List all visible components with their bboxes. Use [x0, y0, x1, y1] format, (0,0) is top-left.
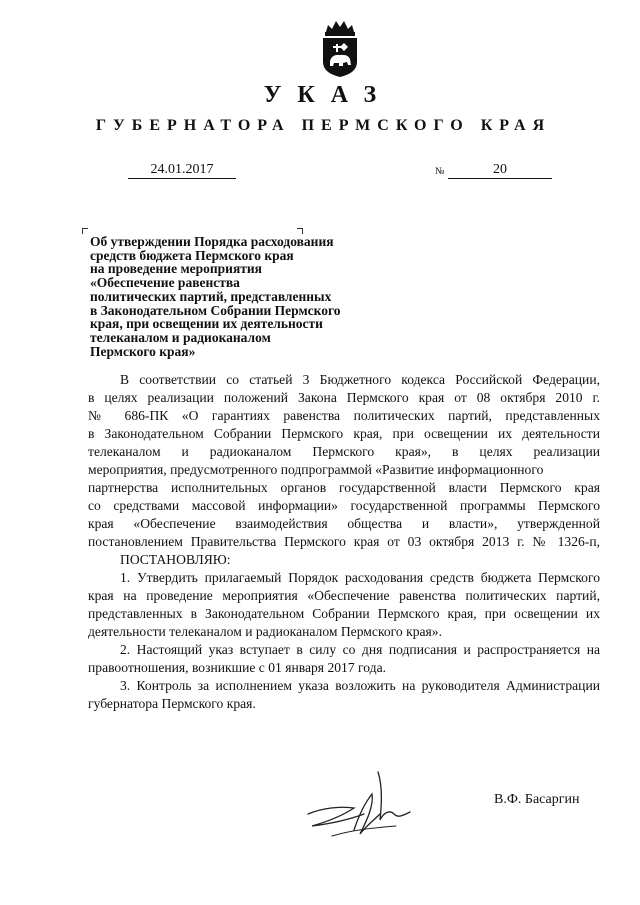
title-line: Об утверждении Порядка расходования	[90, 234, 334, 249]
handwritten-signature	[302, 768, 414, 846]
item-1: 1. Утвердить прилагаемый Порядок расходования средств бюджета Пермского края на проведение мероприятия «Обеспечение равенства политических партий, представленных в Законодательном Собрании Пермского края, при освещении их деятельности телеканалом и радиоканалом Пермского края».	[88, 570, 600, 639]
preamble-line: в целях реализации положений Закона Пермского края от 08 октября 2010 г.	[88, 390, 600, 405]
preamble-line: в Законодательном Собрании Пермского края, при освещении их деятельности	[88, 426, 600, 441]
title-line: средств бюджета Пермского края	[90, 247, 294, 263]
preamble-line: № 686-ПК «О гарантиях равенства политических партий, представленных	[88, 408, 600, 423]
preamble-line: партнерства исполнительных органов государственной власти Пермского края	[88, 480, 600, 495]
preamble-line: постановлением Правительства Пермского края от 03 октября 2013 г. № 1326-п,	[88, 534, 600, 549]
preamble-line: края «Обеспечение взаимодействия общества и власти», утвержденной	[88, 516, 600, 531]
signer-name: В.Ф. Басаргин	[494, 792, 580, 807]
document-title	[90, 235, 380, 358]
preamble-line: со средствами массовой информации» государственной программы Пермского	[88, 498, 600, 513]
title-line: в Законодательном Собрании Пермского	[90, 302, 341, 318]
document-number: 20	[448, 162, 552, 179]
title-line: телеканалом и радиоканалом	[90, 329, 271, 345]
coat-of-arms-icon	[318, 18, 362, 78]
issuer-heading: ГУБЕРНАТОРА ПЕРМСКОГО КРАЯ	[95, 117, 552, 134]
decree-word: ПОСТАНОВЛЯЮ:	[120, 552, 231, 567]
document-type: УКАЗ	[263, 82, 393, 108]
item-2: 2. Настоящий указ вступает в силу со дня подписания и распространяется на правоотношения, возникшие с 01 января 2017 года.	[88, 642, 600, 675]
document-body	[88, 371, 600, 713]
preamble-line: мероприятия, предусмотренного подпрограммой «Развитие информационного	[88, 462, 544, 477]
title-line: края, при освещении их деятельности	[90, 316, 323, 332]
title-corner-mark-left	[82, 228, 88, 234]
item-3: 3. Контроль за исполнением указа возложить на руководителя Администрации губернатора Пермского края.	[88, 678, 600, 711]
number-label: №	[435, 166, 445, 177]
document-date: 24.01.2017	[128, 162, 236, 179]
title-line: Пермского края»	[90, 343, 196, 359]
title-line: политических партий, представленных	[90, 288, 332, 304]
title-line: «Обеспечение равенства	[90, 275, 240, 291]
preamble-line: В соответствии со статьей 3 Бюджетного кодекса Российской Федерации,	[120, 372, 600, 387]
preamble-line: телеканалом и радиоканалом Пермского края», в целях реализации	[88, 444, 600, 459]
title-line: на проведение мероприятия	[90, 261, 262, 277]
